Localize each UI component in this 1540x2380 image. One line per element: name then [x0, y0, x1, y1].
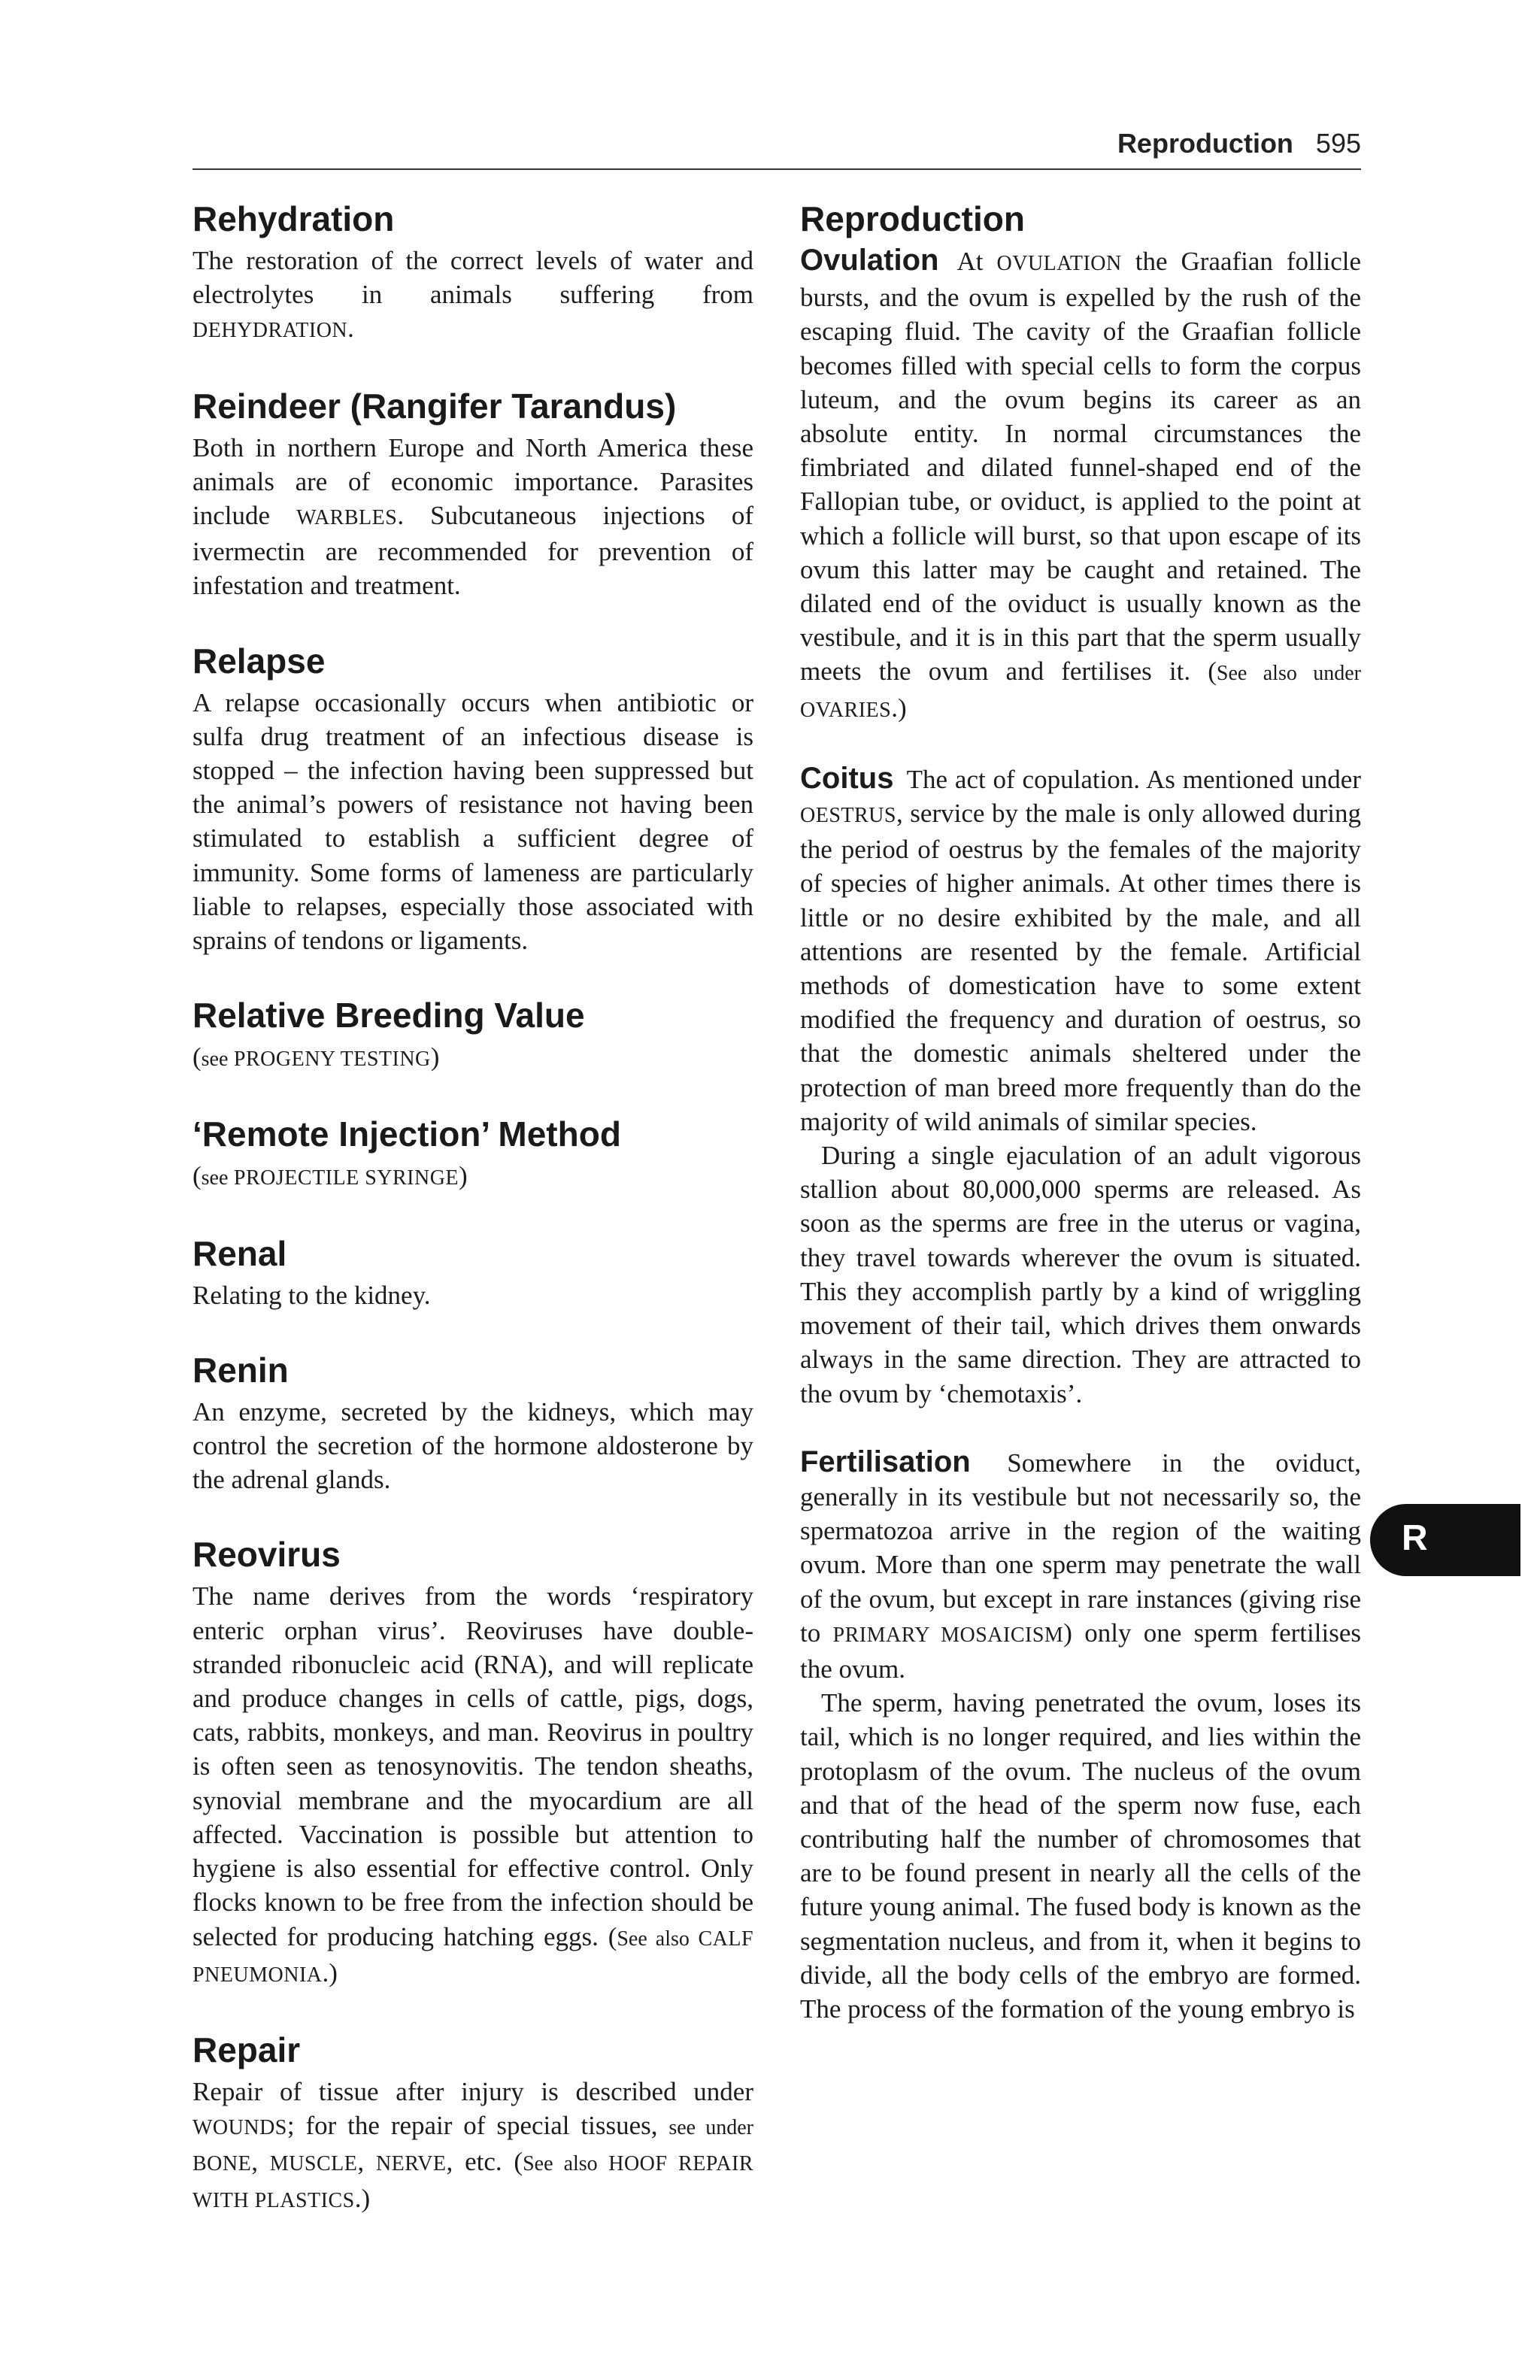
see-reference: see	[201, 1048, 229, 1072]
subsection-ovulation	[800, 244, 1361, 727]
body-text: ) only one sperm fertilises the ovum.	[800, 1617, 1361, 1684]
body-text: .	[347, 314, 354, 344]
entry-title-remote-injection: ‘Remote Injection’ Method	[192, 1114, 621, 1154]
cross-reference: WARBLES	[296, 506, 398, 530]
entry-title-renal: Renal	[192, 1233, 287, 1273]
paragraph-coitus-2: During a single ejaculation of an adult vigorous stallion about 80,000,000 sperms are released. As soon as the sperms are free in the uterus or vagina, they travel towards wherever the ovum is situated. This they accomplish partly by a kind of wriggling movement of their tail, which drives them onwards always in the same direction. They are attracted to the ovum by ‘chemotaxis’.	[800, 1141, 1361, 1408]
entry-body-relapse: A relapse occasionally occurs when antibiotic or sulfa drug treatment of an infectious disease is stopped – the infection having been suppressed but the animal’s powers of resistance not having been stimulated to establish a sufficient degree of immunity. Some forms of lameness are particularly liable to relapses, especially those associated with sprains of tendons or ligaments.	[192, 687, 753, 956]
entry-title-repair: Repair	[192, 2030, 301, 2069]
entry-body-renin: An enzyme, secreted by the kidneys, which may control the secretion of the hormone aldosterone by the adrenal glands.	[192, 1396, 753, 1495]
paragraph-fertilisation-2: The sperm, having penetrated the ovum, loses its tail, which is no longer required, and lies within the protoplasm of the ovum. The nucleus of the ovum and that of the head of the sperm now fuse, each contributing half the number of chromosomes that are to be found present in nearly all the cells of the future young animal. The fused body is known as the segmentation nucleus, and from it, when it begins to divide, all the body cells of the embryo are formed. The process of the formation of the young embryo is	[800, 1688, 1361, 2024]
entry-body-reindeer	[192, 431, 753, 603]
cross-reference: DEHYDRATION	[192, 319, 348, 343]
entry-title-renin: Renin	[192, 1350, 289, 1390]
entry-relapse	[192, 639, 753, 958]
entry-rehydration	[192, 197, 753, 348]
right-column	[800, 197, 1361, 2062]
body-text: Both in northern Europe and North America these animals are of economic importance. Parasites include	[192, 432, 753, 531]
body-text: )	[430, 1042, 440, 1072]
running-head	[1117, 128, 1361, 159]
body-text: (	[192, 1161, 202, 1191]
subhead-ovulation: Ovulation	[800, 244, 939, 277]
body-text: , etc. (	[446, 2147, 523, 2177]
entry-body-reovirus	[192, 1579, 753, 1991]
see-reference: See also	[617, 1927, 690, 1951]
cross-reference: CALF PNEUMONIA	[192, 1927, 754, 1987]
cross-reference: OVULATION	[996, 252, 1122, 275]
body-text: ; for the repair of special tissues,	[286, 2111, 669, 2141]
body-text: ,	[251, 2147, 270, 2177]
entry-reovirus	[192, 1533, 753, 1991]
cross-reference: PRIMARY MOSAICISM	[832, 1623, 1064, 1647]
body-text: Somewhere in the oviduct, generally in its vestibule but not necessarily so, the spermatozoa arrive in the region of the waiting ovum. More than one sperm may penetrate the wall of the ovum, but except in rare instances (giving rise to	[800, 1448, 1361, 1648]
entry-renal	[192, 1232, 753, 1312]
page-number: 595	[1315, 128, 1361, 159]
entry-title-reproduction: Reproduction	[800, 199, 1025, 238]
paragraph-ovulation	[800, 244, 1361, 727]
body-text: .)	[891, 693, 907, 723]
body-text: The act of copulation. As mentioned under	[899, 764, 1361, 794]
entry-title-relapse: Relapse	[192, 641, 326, 681]
entry-repair	[192, 2028, 753, 2218]
entry-body-repair	[192, 2075, 753, 2218]
entry-body-rehydration	[192, 244, 753, 348]
cross-reference: PROJECTILE SYRINGE	[228, 1166, 459, 1190]
entry-reindeer	[192, 384, 753, 603]
entry-body-renal: Relating to the kidney.	[192, 1280, 431, 1310]
cross-reference: MUSCLE	[269, 2152, 358, 2176]
paragraph-coitus	[800, 762, 1361, 1138]
cross-reference: OVARIES	[800, 698, 892, 722]
body-text: (	[192, 1042, 202, 1072]
body-text: .)	[322, 1957, 338, 1987]
body-text: , service by the male is only allowed during the period of oestrus by the females of the majority of species of higher animals. At other times there is little or no desire exhibited by the male, and all attentions are resented by the female. Artificial methods of domestication have to some extent modified the frequency and duration of oestrus, so that the domestic animals sheltered under the protection of man breed more frequently than do the majority of wild animals of similar species.	[800, 799, 1361, 1136]
entry-renin	[192, 1348, 753, 1497]
cross-reference: HOOF REPAIR WITH PLASTICS	[192, 2152, 754, 2212]
subsection-coitus	[800, 762, 1361, 1411]
body-text: The name derives from the words ‘respiratory enteric orphan virus’. Reoviruses have double-stranded ribonucleic acid (RNA), and will replicate and produce changes in cells of cattle, pigs, dogs, cats, rabbits, monkeys, and man. Reovirus in poultry is often seen as tenosynovitis. The tendon sheaths, synovial membrane and the myocardium are all affected. Vaccination is possible but attention to hygiene is also essential for effective control. Only flocks known to be free from the infection should be selected for producing hatching eggs. (	[192, 1581, 753, 1951]
entry-remote-injection	[192, 1112, 753, 1195]
subhead-fertilisation: Fertilisation	[800, 1445, 971, 1478]
subhead-coitus: Coitus	[800, 761, 894, 795]
entry-body-relative-breeding-value	[192, 1040, 753, 1076]
subsection-fertilisation	[800, 1445, 1361, 2026]
cross-reference: OESTRUS	[800, 804, 896, 828]
entry-title-rehydration: Rehydration	[192, 199, 395, 238]
entry-reproduction	[800, 197, 1361, 2026]
see-reference: see under	[668, 2116, 753, 2140]
cross-reference: NERVE	[375, 2152, 447, 2176]
body-text: . Subcutaneous injections of ivermectin are recommended for prevention of infestation and treatment.	[192, 501, 753, 601]
cross-reference: WOUNDS	[192, 2116, 287, 2140]
entry-relative-breeding-value	[192, 993, 753, 1076]
entry-title-reindeer: Reindeer (Rangifer Tarandus)	[192, 386, 677, 426]
see-reference: See also	[523, 2152, 598, 2176]
entry-title-reovirus: Reovirus	[192, 1535, 341, 1575]
thumb-index-tab	[1370, 1504, 1520, 1576]
page-header	[192, 125, 1361, 170]
body-text: The restoration of the correct levels of water and electrolytes in animals suffering from	[192, 246, 753, 310]
body-text: ,	[357, 2147, 376, 2177]
thumb-index-letter: R	[1402, 1518, 1428, 1558]
body-text: )	[459, 1161, 468, 1191]
running-head-title: Reproduction	[1117, 128, 1293, 159]
entry-body-remote-injection	[192, 1159, 753, 1195]
entry-title-relative-breeding-value: Relative Breeding Value	[192, 996, 585, 1035]
body-text: the Graafian follicle bursts, and the ovum is expelled by the rush of the escaping fluid. The cavity of the Graafian follicle becomes filled with special cells to form the corpus luteum, and the ovum begins its career as an absolute entity. In normal circumstances the fimbriated and dilated funnel-shaped end of the Fallopian tube, or oviduct, is applied to the point at which a follicle will burst, so that upon escape of its ovum this latter may be caught and retained. The dilated end of the oviduct is usually known as the vestibule, and it is in this part that the sperm usually meets the ovum and fertilises it. (	[800, 247, 1362, 687]
body-text: At	[944, 247, 997, 276]
see-reference: See also under	[1216, 662, 1361, 686]
cross-reference: PROGENY TESTING	[228, 1048, 431, 1072]
paragraph-fertilisation	[800, 1445, 1361, 1686]
see-reference: see	[201, 1166, 229, 1190]
cross-reference: BONE	[192, 2152, 252, 2176]
body-text: .)	[354, 2183, 371, 2213]
left-column	[192, 197, 753, 2254]
body-text: Repair of tissue after injury is described under	[192, 2076, 753, 2106]
